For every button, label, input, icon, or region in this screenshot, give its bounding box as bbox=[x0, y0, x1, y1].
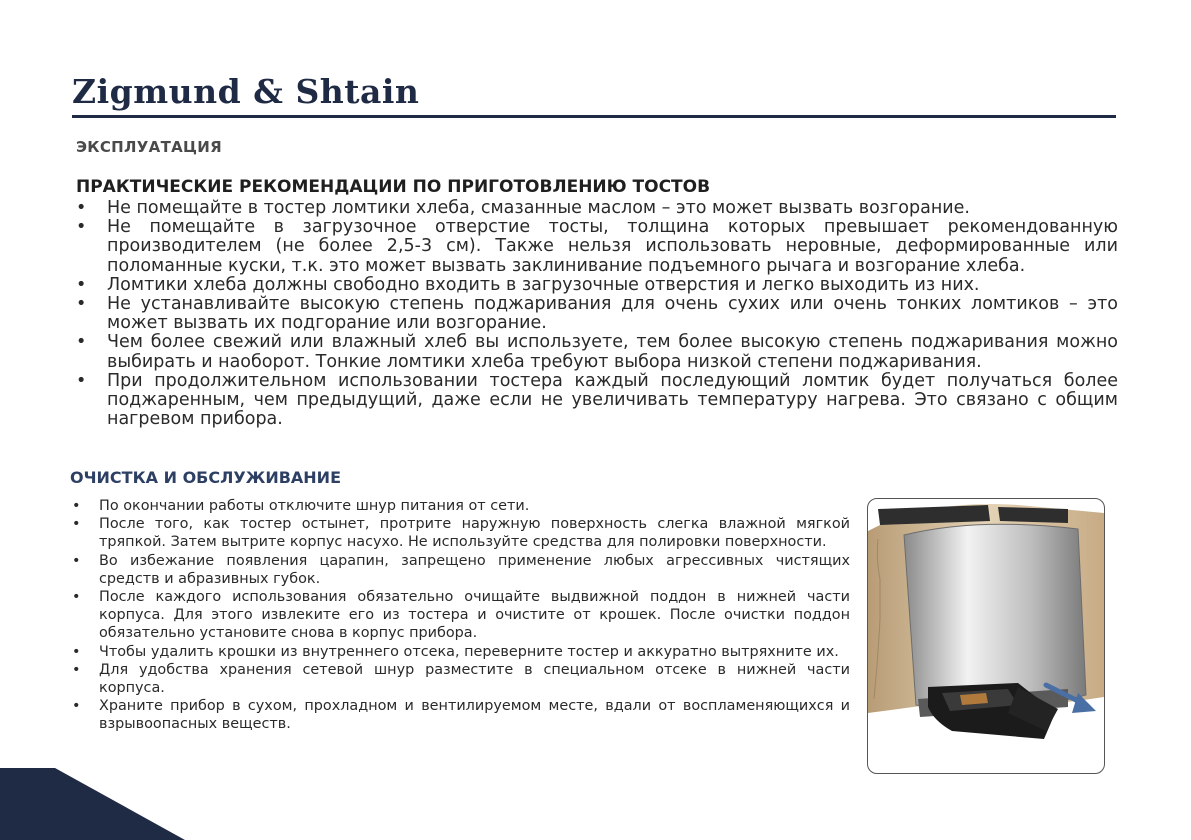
list-item: • Чтобы удалить крошки из внутреннего отсека, переверните тостер и аккуратно вытряхните их. bbox=[72, 643, 850, 661]
toaster-illustration bbox=[868, 499, 1104, 773]
list-item: • После того, как тостер остынет, протрите наружную поверхность слегка влажной мягкой тряпкой. Затем вытрите корпус насухо. Не используйте средства для полировки поверхности. bbox=[72, 515, 850, 551]
list-item: • Для удобства хранения сетевой шнур разместите в специальном отсеке в нижней части корпуса. bbox=[72, 661, 850, 697]
list-item: • Ломтики хлеба должны свободно входить в загрузочные отверстия и легко выходить из них. bbox=[76, 276, 1118, 295]
section-title-cleaning: ОЧИСТКА И ОБСЛУЖИВАНИЕ bbox=[70, 468, 341, 487]
brand-logo: Zigmund & Shtain bbox=[72, 72, 420, 111]
list-item: • Не помещайте в загрузочное отверстие тосты, толщина которых превышает рекомендованную производителем (не более 2,5-3 см). Также нельзя использовать неровные, деформированные или поломанные куски, т.к. это может вызвать заклинивание подъемного рычага и возгорание хлеба. bbox=[76, 218, 1118, 276]
section-title-operation: ЭКСПЛУАТАЦИЯ bbox=[76, 138, 222, 156]
list-item: • Не устанавливайте высокую степень поджаривания для очень сухих или очень тонких ломтиков – это может вызвать их подгорание или возгорание. bbox=[76, 295, 1118, 333]
list-item: • Во избежание появления царапин, запрещено применение любых агрессивных чистящих средств и абразивных губок. bbox=[72, 552, 850, 588]
section-subtitle-toast-tips: ПРАКТИЧЕСКИЕ РЕКОМЕНДАЦИИ ПО ПРИГОТОВЛЕНИЮ ТОСТОВ bbox=[76, 177, 711, 197]
cleaning-list bbox=[72, 497, 850, 734]
toast-tips-list bbox=[76, 199, 1118, 429]
list-item: • При продолжительном использовании тостера каждый последующий ломтик будет получаться более поджаренным, чем предыдущий, даже если не увеличивать температуру нагрева. Это связано с общим нагревом прибора. bbox=[76, 372, 1118, 430]
list-item: • Чем более свежий или влажный хлеб вы используете, тем более высокую степень поджаривания можно выбирать и наоборот. Тонкие ломтики хлеба требуют выбора низкой степени поджаривания. bbox=[76, 333, 1118, 371]
header-divider bbox=[72, 115, 1116, 118]
list-item: • По окончании работы отключите шнур питания от сети. bbox=[72, 497, 850, 515]
corner-decoration-slope bbox=[55, 768, 185, 840]
corner-decoration bbox=[0, 768, 55, 840]
list-item: • После каждого использования обязательно очищайте выдвижной поддон в нижней части корпуса. Для этого извлеките его из тостера и очистите от крошек. После очистки поддон обязательно установите снова в корпус прибора. bbox=[72, 588, 850, 643]
toaster-crumb-tray-illustration bbox=[867, 498, 1105, 774]
list-item: • Не помещайте в тостер ломтики хлеба, смазанные маслом – это может вызвать возгорание. bbox=[76, 199, 1118, 218]
list-item: • Храните прибор в сухом, прохладном и вентилируемом месте, вдали от воспламеняющихся и взрывоопасных веществ. bbox=[72, 697, 850, 733]
